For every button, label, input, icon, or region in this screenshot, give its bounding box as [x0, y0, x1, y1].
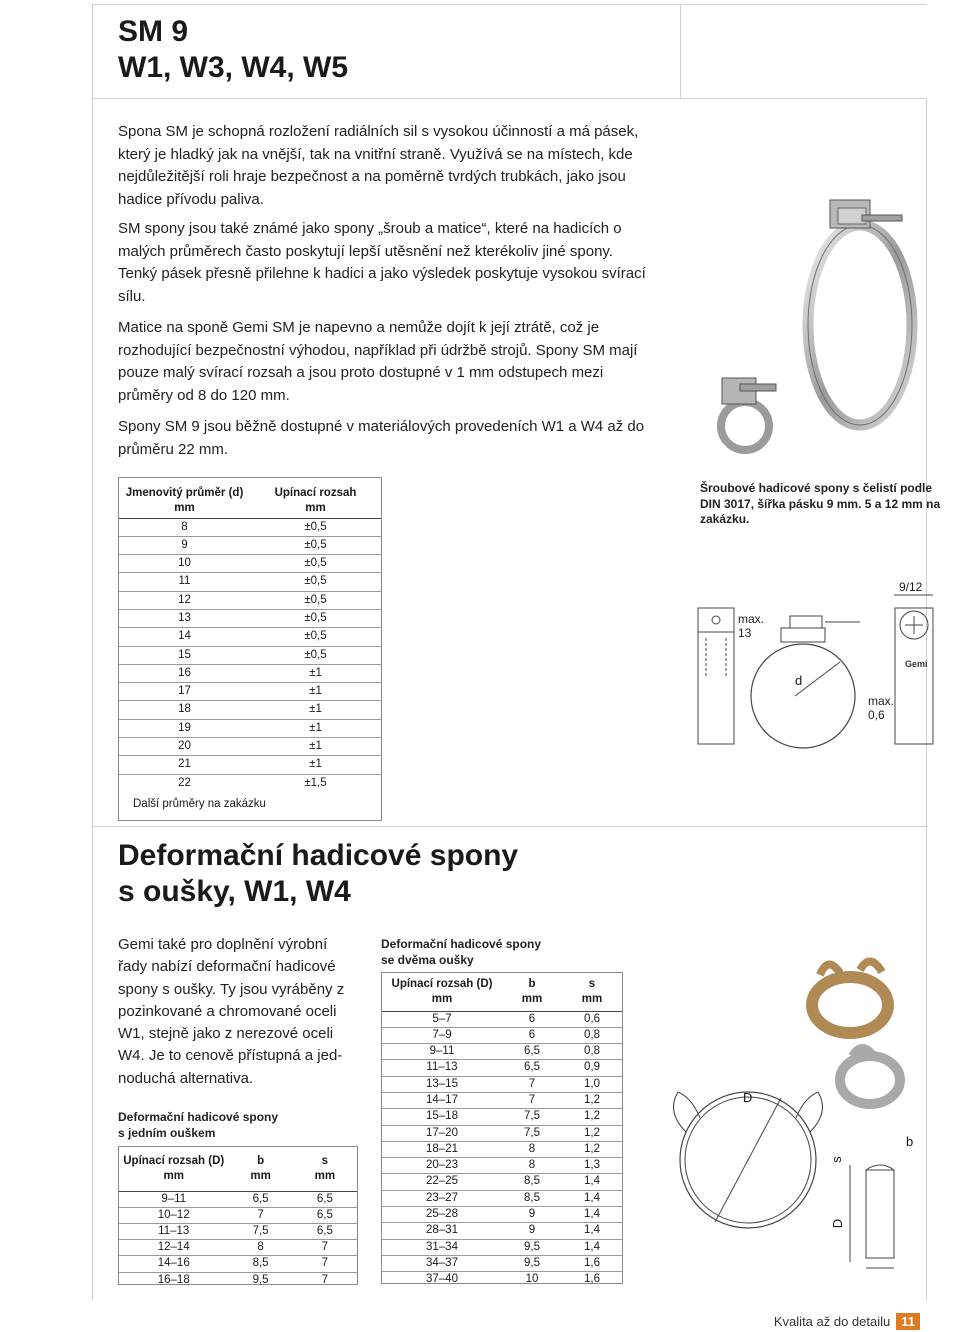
header-clamping-range-d-2: Upínací rozsah (D) mm	[391, 977, 493, 1005]
double-ear-row	[382, 1109, 622, 1125]
label-width-9-12: 9/12	[899, 580, 923, 594]
table-cell: 7	[293, 1240, 357, 1256]
table-cell: 17	[119, 683, 250, 701]
table-cell: ±1	[250, 683, 381, 701]
table-cell: 15–18	[382, 1109, 502, 1125]
single-ear-row	[119, 1240, 357, 1256]
double-ear-row	[382, 1190, 622, 1206]
side-caption: Šroubové hadicové spony s čelistí podle DIN 3017, šířka pásku 9 mm. 5 a 12 mm na zakázku.	[700, 481, 941, 526]
page-number: 11	[896, 1313, 920, 1330]
single-ear-row	[119, 1272, 357, 1288]
header-nominal-diameter: Jmenovitý průměr (d) mm	[125, 486, 244, 514]
sm9-table-row	[119, 738, 381, 756]
table-cell: 6	[502, 1027, 562, 1043]
table-cell: ±0,5	[250, 591, 381, 609]
table-cell: 1,6	[562, 1255, 622, 1271]
table-cell: 8	[502, 1158, 562, 1174]
page-footer	[774, 1314, 920, 1329]
table-cell: 1,2	[562, 1109, 622, 1125]
table-cell: 11–13	[382, 1060, 502, 1076]
table-cell: 5–7	[382, 1011, 502, 1027]
sm9-table-row	[119, 664, 381, 682]
section-title-2-line-2: s oušky, W1, W4	[118, 875, 351, 908]
ear-clamp-technical-drawing	[660, 1040, 935, 1290]
table-cell: 6,5	[293, 1191, 357, 1207]
table-cell: 37–40	[382, 1272, 502, 1288]
section-title-2	[118, 838, 518, 910]
table-cell: ±0,5	[250, 573, 381, 591]
table-cell: 1,4	[562, 1223, 622, 1239]
double-ear-row	[382, 1125, 622, 1141]
title-separator	[92, 98, 926, 99]
table-cell: 7,5	[502, 1109, 562, 1125]
double-ear-table	[381, 972, 623, 1284]
table-cell: 8	[228, 1240, 292, 1256]
table-cell: 13	[119, 609, 250, 627]
table-cell: ±1	[250, 701, 381, 719]
paragraph-2: SM spony jsou také známé jako spony „šroub a matice“, které na hadicích o malých průměrech často poskytují lepší utěsnění než kterékoliv jiné spony. Tenký pásek přesně přilehne k hadici a jako výsledek poskytuje vysokou svírací sílu.	[118, 220, 646, 305]
double-ear-clamp-image	[800, 950, 920, 1040]
label-D-vertical: D	[830, 1218, 846, 1229]
double-ear-caption: Deformační hadicové spony se dvěma oušky	[381, 937, 542, 967]
table-cell: 6	[502, 1011, 562, 1027]
table-cell: 1,0	[562, 1076, 622, 1092]
double-ear-row	[382, 1174, 622, 1190]
sm9-table-row	[119, 719, 381, 737]
table-cell: 1,6	[562, 1272, 622, 1288]
label-D: D	[743, 1090, 753, 1105]
sm9-table-row	[119, 555, 381, 573]
table-cell: 11	[119, 573, 250, 591]
title-vertical	[680, 4, 681, 99]
sm9-table-row	[119, 573, 381, 591]
sm9-table-row	[119, 646, 381, 664]
table-cell: 14–16	[119, 1256, 228, 1272]
title-line-1: SM 9	[118, 15, 189, 48]
table-cell: 8	[502, 1141, 562, 1157]
table-cell: ±1,5	[250, 774, 381, 792]
table-cell: 9	[119, 536, 250, 554]
sm-clamp-large-image	[790, 190, 920, 440]
sm9-table-row	[119, 683, 381, 701]
title-line-2: W1, W3, W4, W5	[118, 51, 349, 84]
table-footnote: Další průměry na zakázku	[133, 798, 266, 810]
table-cell: 19	[119, 719, 250, 737]
double-ear-row	[382, 1158, 622, 1174]
table-cell: 23–27	[382, 1190, 502, 1206]
frame-left-line	[92, 4, 93, 1300]
table-cell: 18–21	[382, 1141, 502, 1157]
table-cell: 7	[502, 1076, 562, 1092]
table-cell: 1,4	[562, 1190, 622, 1206]
table-cell: 7,5	[502, 1125, 562, 1141]
label-max-06: max. 0,6	[868, 694, 895, 722]
table-cell: 1,2	[562, 1092, 622, 1108]
single-ear-row	[119, 1223, 357, 1239]
table-cell: 28–31	[382, 1223, 502, 1239]
table-cell: 18	[119, 701, 250, 719]
table-cell: 1,3	[562, 1158, 622, 1174]
table-cell: 7–9	[382, 1027, 502, 1043]
gemi-logo: Gemi	[905, 659, 928, 669]
double-ear-row	[382, 1076, 622, 1092]
sm9-table-row	[119, 536, 381, 554]
table-cell: 13–15	[382, 1076, 502, 1092]
table-cell: 12–14	[119, 1240, 228, 1256]
double-ear-row	[382, 1255, 622, 1271]
table-cell: 12	[119, 591, 250, 609]
table-cell: 0,8	[562, 1027, 622, 1043]
table-cell: 10	[502, 1272, 562, 1288]
table-cell: ±1	[250, 738, 381, 756]
label-s: s	[828, 1156, 844, 1163]
single-ear-table	[118, 1146, 358, 1285]
table-cell: 10–12	[119, 1207, 228, 1223]
table-cell: ±0,5	[250, 555, 381, 573]
table-cell: ±0,5	[250, 628, 381, 646]
single-ear-row	[119, 1207, 357, 1223]
double-ear-row	[382, 1239, 622, 1255]
double-ear-row	[382, 1044, 622, 1060]
table-cell: 16	[119, 664, 250, 682]
header-clamping-range-d: Upínací rozsah (D) mm	[123, 1154, 225, 1182]
sm-clamp-technical-drawing	[695, 578, 940, 750]
table-cell: ±1	[250, 664, 381, 682]
table-cell: ±0,5	[250, 518, 381, 536]
header-clamping-range: Upínací rozsah mm	[274, 486, 357, 514]
paragraph-3: Matice na sponě Gemi SM je napevno a nemůže dojít k její ztrátě, což je rozhodující bezpečnostní výhodou, například při údržbě strojů. Spony SM mají pouze malý svírací rozsah a jsou proto dostupné v 1 mm odstupech mezi průměry od 8 do 120 mm.	[118, 319, 638, 404]
section2-intro: Gemi také pro doplnění výrobní řady nabízí deformační hadicové spony s oušky. Ty jsou vyráběny z pozinkované a chromované oceli W1, stejně jako z nerezové oceli W4. Je to cenově přístupná a jednoduchá alternativa.	[118, 936, 345, 1087]
double-ear-row	[382, 1027, 622, 1043]
sm9-table-row	[119, 609, 381, 627]
table-cell: 34–37	[382, 1255, 502, 1271]
sm9-table-row	[119, 628, 381, 646]
table-cell: 20–23	[382, 1158, 502, 1174]
sm9-table-row	[119, 774, 381, 792]
double-ear-row	[382, 1207, 622, 1223]
table-cell: 9–11	[382, 1044, 502, 1060]
table-cell: ±0,5	[250, 609, 381, 627]
table-cell: 6,5	[293, 1207, 357, 1223]
header-b: b mm	[250, 1154, 271, 1182]
sm9-table-row	[119, 591, 381, 609]
table-cell: 8	[119, 518, 250, 536]
table-cell: 20	[119, 738, 250, 756]
table-cell: 8,5	[228, 1256, 292, 1272]
label-max-13: max. 13	[738, 612, 765, 640]
table-cell: ±0,5	[250, 646, 381, 664]
table-cell: 8,5	[502, 1174, 562, 1190]
header-s-2: s mm	[581, 977, 603, 1005]
table-cell: 6,5	[502, 1044, 562, 1060]
double-ear-row	[382, 1092, 622, 1108]
single-ear-row	[119, 1256, 357, 1272]
label-b: b	[906, 1134, 914, 1149]
table-cell: 0,9	[562, 1060, 622, 1076]
table-cell: 15	[119, 646, 250, 664]
table-cell: 9,5	[502, 1239, 562, 1255]
frame-top-line	[92, 4, 926, 5]
table-cell: 9	[502, 1207, 562, 1223]
table-cell: ±1	[250, 756, 381, 774]
table-cell: 17–20	[382, 1125, 502, 1141]
label-diameter-d: d	[795, 673, 803, 688]
table-cell: 25–28	[382, 1207, 502, 1223]
table-cell: 22–25	[382, 1174, 502, 1190]
table-cell: 6,5	[502, 1060, 562, 1076]
table-cell: 9	[502, 1223, 562, 1239]
table-cell: 6,5	[228, 1191, 292, 1207]
table-cell: 1,4	[562, 1174, 622, 1190]
table-cell: 16–18	[119, 1272, 228, 1288]
footer-text: Kvalita až do detailu	[773, 1314, 891, 1329]
header-s: s mm	[314, 1154, 336, 1182]
table-cell: 7	[502, 1092, 562, 1108]
table-cell: 31–34	[382, 1239, 502, 1255]
table-cell: 9–11	[119, 1191, 228, 1207]
sm9-table-row	[119, 701, 381, 719]
double-ear-row	[382, 1141, 622, 1157]
table-cell: 11–13	[119, 1223, 228, 1239]
table-cell: 22	[119, 774, 250, 792]
double-ear-row	[382, 1011, 622, 1027]
table-cell: ±0,5	[250, 536, 381, 554]
table-cell: 6,5	[293, 1223, 357, 1239]
double-ear-row	[382, 1272, 622, 1288]
table-cell: ±1	[250, 719, 381, 737]
table-cell: 0,8	[562, 1044, 622, 1060]
table-cell: 21	[119, 756, 250, 774]
table-cell: 10	[119, 555, 250, 573]
table-cell: 1,2	[562, 1125, 622, 1141]
table-cell: 8,5	[502, 1190, 562, 1206]
section-title-2-line-1: Deformační hadicové spony	[118, 839, 519, 872]
table-cell: 1,2	[562, 1141, 622, 1157]
table-cell: 7	[228, 1207, 292, 1223]
table-cell: 14	[119, 628, 250, 646]
double-ear-row	[382, 1060, 622, 1076]
single-ear-row	[119, 1191, 357, 1207]
table-cell: 7	[293, 1272, 357, 1288]
table-cell: 1,4	[562, 1207, 622, 1223]
table-cell: 7,5	[228, 1223, 292, 1239]
double-ear-row	[382, 1223, 622, 1239]
paragraph-1: Spona SM je schopná rozložení radiálních sil s vysokou účinností a má pásek, který je hladký jak na vnější, tak na vnitřní straně. Využívá se na místech, kde nejdůležitější roli hraje bezpečnost a na poměrně tvrdých trubkách, jako jsou hadice přívodu paliva.	[118, 123, 639, 208]
sm9-table-row	[119, 756, 381, 774]
accent-bar	[926, 4, 960, 99]
section-separator	[92, 826, 926, 827]
table-cell: 14–17	[382, 1092, 502, 1108]
header-b-2: b mm	[521, 977, 543, 1005]
paragraph-4: Spony SM 9 jsou běžně dostupné v materiálových provedeních W1 a W4 až do průměru 22 mm.	[118, 418, 645, 458]
sm9-size-table	[118, 477, 382, 821]
table-cell: 9,5	[502, 1255, 562, 1271]
single-ear-caption: Deformační hadicové spony s jedním ouškem	[118, 1110, 279, 1140]
table-cell: 1,4	[562, 1239, 622, 1255]
page-title	[118, 14, 348, 86]
sm9-table-row	[119, 518, 381, 536]
table-cell: 7	[293, 1256, 357, 1272]
table-cell: 9,5	[228, 1272, 292, 1288]
sm-clamp-small-image	[710, 368, 780, 458]
table-cell: 0,6	[562, 1011, 622, 1027]
